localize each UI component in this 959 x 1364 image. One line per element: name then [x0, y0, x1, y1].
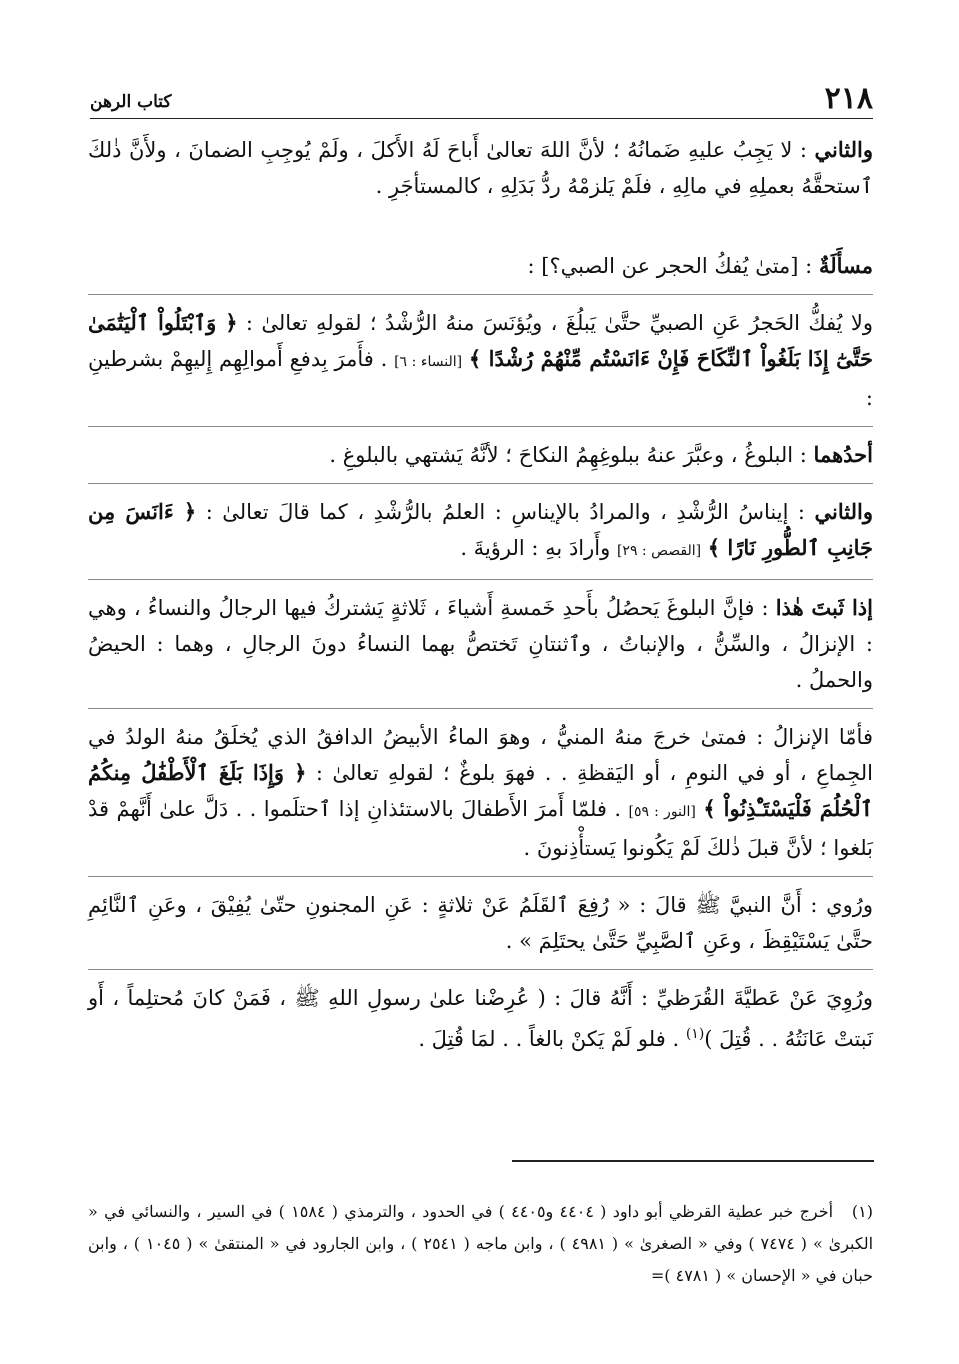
paragraph-divider — [88, 483, 873, 484]
paragraph-text: : البلوغُ ، وعبَّرَ عنهُ ببلوغِهِمُ النكاحَ ؛ لأنَّهُ يَشتهي بالبلوغِ . — [329, 443, 807, 467]
page-number: ٢١٨ — [824, 81, 873, 116]
verse-citation: [القصص : ٢٩] — [616, 543, 702, 559]
quran-verse: ﴿ وَٱبْتَلُواْ ٱلْيَتَٰمَىٰ حَتَّىٰٓ إِذَا بَلَغُواْ ٱلنِّكَاحَ فَإِنْ ءَانَسْتُم مِّنْهُمْ رُشْدًا ﴾ — [88, 310, 873, 371]
footnote-separator — [512, 1160, 874, 1162]
lead-word: أحدُهما — [813, 442, 873, 467]
paragraph-text: : لا يَجِبُ عليهِ ضَمانُهُ ؛ لأنَّ اللهَ تعالىٰ أَباحَ لَهُ الأَكلَ ، ولَمْ يُوجِبِ الضمانَ ، ولأَنَّ ذٰلكَ ٱستحقَّهُ بعملِهِ في مالِهِ ، فلَمْ يَلزمْهُ ردُّ بَدَلِهِ ، كالمستأجَرِ . — [88, 138, 873, 198]
lead-word: والثاني — [814, 499, 873, 524]
running-title: كتاب الرهن — [90, 92, 172, 112]
paragraph-first-condition — [88, 437, 873, 473]
paragraph-divider — [88, 294, 873, 295]
paragraph-text: : إيناسُ الرُّشْدِ ، والمرادُ بالإيناسِ : العلمُ بالرُّشْدِ ، كما قالَ تعالىٰ : — [205, 500, 805, 524]
paragraph-text: : فإنَّ البلوغَ يَحصُلُ بأَحدِ خَمسةِ أَشياءَ ، ثَلاثةٍ يَشتركُ فيها الرجالُ والنساءُ ، وهي : الإنزالُ ، والسِّنُّ ، والإنباتُ ، وٱثنتانِ تَختصُّ بهما النساءُ دونَ الرجالِ ، وهما : الحيضُ والحملُ . — [88, 596, 873, 692]
footnote-number: (١) — [851, 1202, 873, 1221]
issue-title: : [متىٰ يُفكُ الحجر عن الصبي؟] : — [527, 254, 813, 278]
paragraph-second-condition — [88, 494, 873, 569]
page-header — [90, 82, 873, 119]
paragraph-text: ولا يُفكُّ الحَجرُ عَنِ الصبيِّ حتَّىٰ يَبلُغَ ، ويُؤنَسَ منهُ الرُّشْدُ ؛ لقولهِ تعالىٰ : — [245, 311, 873, 335]
paragraph-emission — [88, 719, 873, 866]
paragraph-divider — [88, 876, 873, 877]
paragraph-hadith — [88, 887, 873, 959]
lead-word: والثاني — [814, 137, 873, 162]
paragraph-text: فأمّا الإنزالُ : فمتىٰ خرجَ منهُ المنيُّ ، وهوَ الماءُ الأبيضُ الدافقُ الذي يُخلَقُ منهُ الولدُ في الجِماعِ ، أو في النومِ ، أو اليَقظةِ . . فهوَ بلوغٌ ؛ لقولهِ تعالىٰ : — [88, 725, 873, 785]
footnotes — [88, 1196, 873, 1292]
verse-citation: [النور : ٥٩] — [628, 804, 696, 820]
paragraph-text: ورُوي : أَنَّ النبيَّ ﷺ قالَ : « رُفِعَ ٱلقَلَمُ عَنْ ثلاثةٍ : عَنِ المجنونِ حتّىٰ يُفِيْقَ ، وعَنِ ٱلنَّائِمِ حتَّىٰ يَسْتَيْقِظَ ، وعَنِ ٱلصَّبِيِّ حَتَّىٰ يحتَلِمَ » . — [88, 893, 873, 953]
paragraph-text: . فلو لَمْ يَكنْ بالغاً . . لمَا قُتِلَ . — [418, 1027, 680, 1051]
footnote-1 — [88, 1196, 873, 1292]
main-text — [88, 132, 873, 1057]
paragraph-divider — [88, 708, 873, 709]
issue-heading — [88, 248, 873, 284]
paragraph-divider — [88, 579, 873, 580]
paragraph-text: ورُوِيَ عَنْ عَطيَّةَ القُرَظيِّ : أَنَّهُ قالَ : ( عُرِضْنا علىٰ رسولِ اللهِ ﷺ ، فَمَنْ كانَ مُحتلِماً ، أَو نَبتتْ عَانَتُهُ . . قُتِلَ ) — [88, 986, 873, 1051]
issue-label: مسأَلَةٌ — [818, 253, 873, 278]
footnote-text: أخرج خبر عطية القرظي أبو داود ( ٤٤٠٤ و٤٤٠٥ ) في الحدود ، والترمذي ( ١٥٨٤ ) في السير ، والنسائي في « الكبرىٰ » ( ٧٤٧٤ ) وفي « الصغرىٰ » ( ٤٩٨١ ) ، وابن ماجه ( ٢٥٤١ ) ، وابن الجارود في « المنتقىٰ » ( ١٠٤٥ ) ، وابن حبان في « الإحسان » ( ٤٧٨١ )= — [88, 1202, 874, 1285]
paragraph-text: . فلمّا أَمرَ الأَطفالَ بالاستئذانِ إذا ٱحتلَموا . . دَلَّ علىٰ أَنَّهمْ قدْ بَلغوا ؛ لأنَّ قبلَ ذٰلكَ لَمْ يَكُونوا يَستأْذِنونَ . — [88, 797, 873, 860]
quran-verse: ﴿ وَإِذَا بَلَغَ ٱلْأَطْفَٰلُ مِنكُمُ ٱلْحُلُمَ فَلْيَسْتَـْٔذِنُواْ ﴾ — [88, 760, 873, 821]
paragraph-atiyyah — [88, 980, 873, 1057]
footnote-reference[interactable]: (١) — [685, 1026, 705, 1042]
paragraph-text: . فأَمرَ بِدفعِ أَموالِهِم إِليهِمْ بشرطينِ : — [88, 347, 873, 410]
paragraph-divider — [88, 426, 873, 427]
lead-word: إذا ثَبتَ هٰذا — [775, 595, 873, 620]
paragraph-text: وأَرادَ بهِ : الرؤيةَ . — [460, 536, 611, 560]
verse-citation: [النساء : ٦] — [394, 354, 463, 370]
paragraph-divider — [88, 969, 873, 970]
paragraph-second-opinion — [88, 132, 873, 204]
paragraph-puberty-signs — [88, 590, 873, 698]
paragraph-interdiction — [88, 305, 873, 416]
section-gap — [88, 204, 873, 248]
quran-verse: ﴿ ءَانَسَ مِن جَانِبِ ٱلطُّورِ نَارًا ﴾ — [88, 499, 873, 560]
